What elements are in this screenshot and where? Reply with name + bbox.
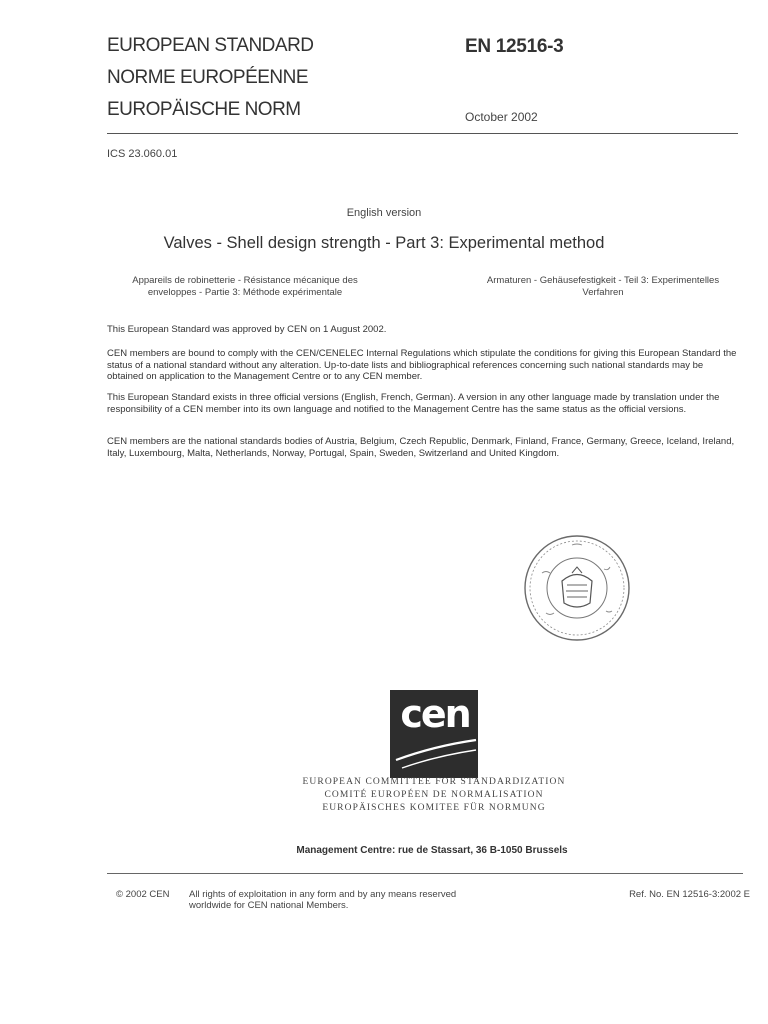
rights-statement: All rights of exploitation in any form and by any means reserved worldwide for CEN national Members. bbox=[189, 889, 457, 911]
committee-name-de: EUROPÄISCHES KOMITEE FÜR NORMUNG bbox=[322, 803, 546, 813]
management-centre-address: Management Centre: rue de Stassart, 36 B-1050 Brussels bbox=[296, 845, 568, 856]
copyright: © 2002 CEN bbox=[116, 889, 170, 900]
committee-name-fr: COMITÉ EUROPÉEN DE NORMALISATION bbox=[324, 790, 544, 800]
header-title-fr: NORME EUROPÉENNE bbox=[107, 67, 309, 88]
version-label: English version bbox=[346, 207, 422, 219]
publication-date: October 2002 bbox=[465, 110, 538, 124]
cen-logo-text: cen bbox=[400, 692, 470, 736]
paragraph-versions: This European Standard exists in three official versions (English, French, German). A version in any other language made by translation under the responsibility of a CEN member into its own language and notified to the Management Centre has the same status as the official versions. bbox=[107, 392, 720, 415]
header-rule bbox=[107, 133, 738, 134]
title-german: Armaturen - Gehäusefestigkeit - Teil 3: Experimentelles Verfahren bbox=[486, 275, 720, 298]
seal-stamp bbox=[522, 533, 632, 643]
standard-number: EN 12516-3 bbox=[465, 36, 564, 57]
title-french: Appareils de robinetterie - Résistance mécanique des enveloppes - Partie 3: Méthode expérimentale bbox=[132, 275, 358, 298]
cen-logo bbox=[390, 690, 478, 778]
header-title-en: EUROPEAN STANDARD bbox=[107, 35, 314, 56]
reference-number: Ref. No. EN 12516-3:2002 E bbox=[629, 889, 750, 900]
committee-name-en: EUROPEAN COMMITTEE FOR STANDARDIZATION bbox=[302, 777, 566, 787]
header-title-de: EUROPÄISCHE NORM bbox=[107, 99, 301, 120]
paragraph-approval: This European Standard was approved by CEN on 1 August 2002. bbox=[107, 324, 387, 335]
paragraph-regulations: CEN members are bound to comply with the CEN/CENELEC Internal Regulations which stipulate the conditions for giving this European Standard the status of a national standard without any alteration. Up-to-date lists and bibliographical references concerning such national standards may be obtained on application to the Management Centre or to any CEN member. bbox=[107, 348, 737, 382]
paragraph-members: CEN members are the national standards bodies of Austria, Belgium, Czech Republic, Denmark, Finland, France, Germany, Greece, Iceland, Ireland, Italy, Luxembourg, Malta, Netherlands, Norway, Portugal, Spain, Sweden, Switzerland and United Kingdom. bbox=[107, 436, 735, 459]
footer-rule bbox=[107, 873, 743, 874]
ics-code: ICS 23.060.01 bbox=[107, 148, 178, 160]
document-title: Valves - Shell design strength - Part 3: Experimental method bbox=[163, 234, 605, 252]
